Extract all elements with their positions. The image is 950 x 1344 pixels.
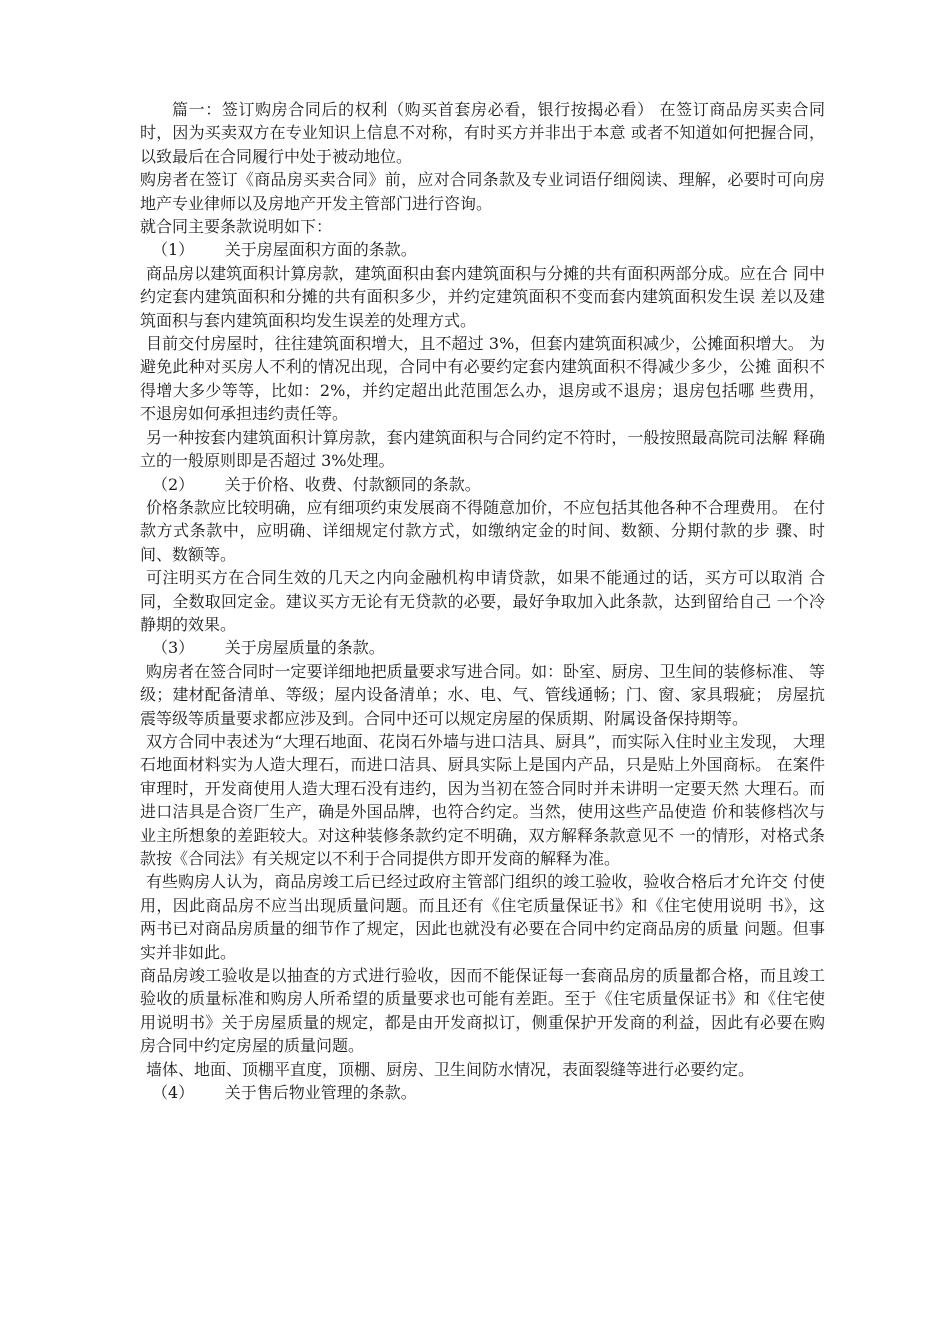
intro-paragraph: 篇一：签订购房合同后的权利（购买首套房必看，银行按揭必看） 在签订商品房买卖合同时，因为买卖双方在专业知识上信息不对称，有时买方并非出于本意 或者不知道如何把握合同，以致最后在合同履行中处于被动地位。 xyxy=(140,100,825,166)
body-paragraph: 双方合同中表述为“大理石地面、花岗石外墙与进口洁具、厨具”，而实际入住时业主发现， 大理石地面材料实为人造大理石，而进口洁具、厨具实际上是国内产品，只是贴上外国商标。 在案件审理时，开发商使用人造大理石没有违约，因为当初在签合同时并未讲明一定要天然 大理石。而进口洁具是合资厂生产，确是外国品牌，也符合约定。当然，使用这些产品使造 价和装修档次与业主所想象的差距较大。对这种装修条款约定不明确，双方解释条款意见不 一的情形，对格式条款按《合同法》有关规定以不利于合同提供方即开发商的解释为准。 xyxy=(140,731,825,868)
body-paragraph: 有些购房人认为，商品房竣工后已经过政府主管部门组织的竣工验收，验收合格后才允许交 付使用，因此商品房不应当出现质量问题。而且还有《住宅质量保证书》和《住宅使用说明 书》，这两书已对商品房质量的细节作了规定，因此也就没有必要在合同中约定商品房的质量 问题。但事实并非如此。 xyxy=(140,872,825,962)
body-paragraph: 就合同主要条款说明如下： xyxy=(140,217,333,237)
body-paragraph: 价格条款应比较明确，应有细项约束发展商不得随意加价，不应包括其他各种不合理费用。 在付款方式条款中，应明确、详细规定付款方式，如缴纳定金的时间、数额、分期付款的步 骤、时间、数额等。 xyxy=(140,497,825,564)
body-paragraph: 购房者在签合同时一定要详细地把质量要求写进合同。如：卧室、厨房、卫生间的装修标准、 等级；建材配备清单、等级；屋内设备清单；水、电、气、管线通畅；门、窗、家具瑕疵； 房屋抗震等级等质量要求都应涉及到。合同中还可以规定房屋的保质期、附属设备保持期等。 xyxy=(140,661,825,728)
body-paragraph: 商品房竣工验收是以抽查的方式进行验收，因而不能保证每一套商品房的质量都合格，而且竣工验收的质量标准和购房人所希望的质量要求也可能有差距。至于《住宅质量保证书》和《住宅使用说明书》关于房屋质量的规定，都是由开发商拟订，侧重保护开发商的利益，因此有必要在购房合同中约定房屋的质量问题。 xyxy=(140,966,825,1056)
section-heading: （2） 关于价格、收费、付款额同的条款。 xyxy=(152,474,481,494)
section-heading: （3） 关于房屋质量的条款。 xyxy=(152,638,385,658)
body-paragraph: 商品房以建筑面积计算房款，建筑面积由套内建筑面积与分摊的共有面积两部分成。应在合 同中约定套内建筑面积和分摊的共有面积多少，并约定建筑面积不变而套内建筑面积发生误 差以及建筑面积与套内建筑面积均发生误差的处理方式。 xyxy=(140,263,825,330)
body-paragraph: 购房者在签订《商品房买卖合同》前，应对合同条款及专业词语仔细阅读、理解，必要时可向房地产专业律师以及房地产开发主管部门进行咨询。 xyxy=(140,170,825,213)
document-body xyxy=(140,98,825,1104)
body-paragraph: 可注明买方在合同生效的几天之内向金融机构申请贷款，如果不能通过的话，买方可以取消 合同，全数取回定金。建议买方无论有无贷款的必要，最好争取加入此条款，达到留给自己 一个冷静期的效果。 xyxy=(140,568,825,634)
body-paragraph: 目前交付房屋时，往往建筑面积增大，且不超过 3%，但套内建筑面积减少，公摊面积增大。 为避免此种对买房人不利的情况出现，合同中有必要约定套内建筑面积不得减少多少，公摊 面积不得增大多少等等，比如：2%，并约定超出此范围怎么办，退房或不退房；退房包括哪 些费用，不退房如何承担违约责任等。 xyxy=(140,334,825,424)
body-paragraph: 墙体、地面、顶棚平直度，顶棚、厨房、卫生间防水情况，表面裂缝等进行必要约定。 xyxy=(146,1059,755,1079)
section-heading: （1） 关于房屋面积方面的条款。 xyxy=(152,240,417,260)
body-paragraph: 另一种按套内建筑面积计算房款，套内建筑面积与合同约定不符时，一般按照最高院司法解 释确立的一般原则即是否超过 3%处理。 xyxy=(140,427,825,471)
section-heading: （4） 关于售后物业管理的条款。 xyxy=(152,1083,417,1103)
